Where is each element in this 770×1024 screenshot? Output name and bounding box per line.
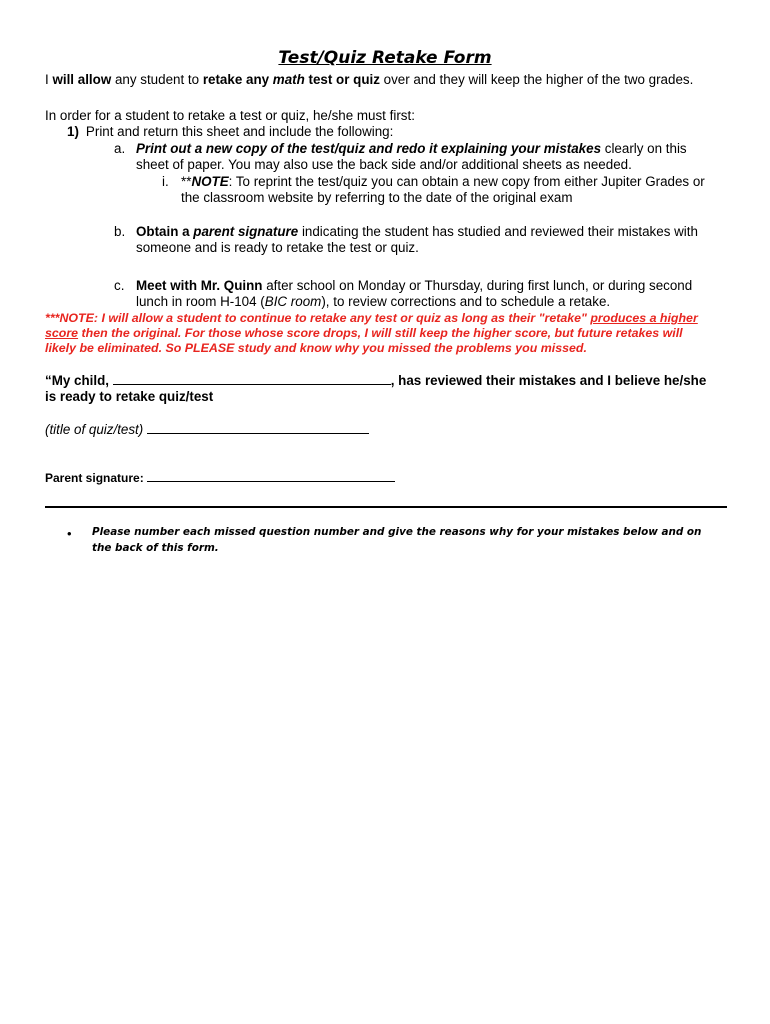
signature-label: Parent signature: [45,471,148,485]
sub-item-a-marker: a. [114,141,126,156]
sub-item-a-line1 [136,141,687,157]
red-note-line1 [45,310,698,326]
item-text: Print and return this sheet and include the following: [85,124,394,139]
sub-sub-item-i-line2: the classroom website by referring to the date of the original exam [181,190,573,205]
sub-item-b-emphasis-italic: parent signature [193,224,299,239]
sub-item-a-line2: sheet of paper. You may also use the back side and/or additional sheets as needed. [136,157,632,172]
sub-item-b-line2: someone and is ready to retake the test or quiz. [136,240,419,255]
room-name: BIC room [264,294,322,309]
note-label: NOTE [191,174,229,189]
sub-item-c-emphasis: Meet with Mr. Quinn [136,278,263,293]
sub-item-c-text: after school on Monday or Thursday, during first lunch, or during second [262,278,693,293]
sub-item-a-emphasis: Print out a new copy of the test/quiz and redo it explaining your mistakes [136,141,602,156]
sub-item-c-line1 [136,278,692,294]
note-prefix: ** [181,174,192,189]
form-title: Test/Quiz Retake Form [278,48,492,68]
intro-text: any student to [111,72,203,87]
bullet-icon: • [67,526,72,541]
red-note-text: ***NOTE: I will allow a student to continue to retake any test or quiz as long as their "retake" [45,311,591,325]
sub-sub-item-i-marker: i. [162,174,169,189]
intro-bold: will allow [52,72,112,87]
intro-paragraph [45,72,693,88]
section-divider [45,506,727,508]
red-note-underlined: produces a higher [590,311,698,325]
red-note-line2 [45,325,683,341]
intro-text: I [45,72,53,87]
intro-bold-italic: math [272,72,305,87]
requirements-lead: In order for a student to retake a test or quiz, he/she must first: [45,108,415,123]
signature-row [45,470,395,486]
red-note-underlined: score [45,326,79,340]
quiz-title-row [45,422,369,438]
instruction-footnote: Please number each missed question number and give the reasons why for your mistakes below and on the back of this form. [92,526,702,554]
quiz-title-field[interactable] [147,423,369,434]
sub-item-c-marker: c. [114,278,125,293]
red-note-line3: likely be eliminated. So PLEASE study and know why you missed the problems you missed. [45,341,587,355]
sub-item-b-marker: b. [114,224,126,239]
sub-item-a-text: clearly on this [601,141,687,156]
sub-item-b-emphasis: Obtain a [136,224,194,239]
intro-bold: retake any [202,72,273,87]
sub-item-b-line1 [136,224,698,240]
statement-text: , has reviewed their mistakes and I believe he/she [390,373,707,388]
statement-text: “My child, [45,373,113,388]
parent-statement-line2: is ready to retake quiz/test [45,389,214,404]
intro-bold: test or quiz [304,72,380,87]
parent-statement-line1 [45,373,706,389]
note-text: : To reprint the test/quiz you can obtain a new copy from either Jupiter Grades or [228,174,705,189]
red-note-text: then the original. For those whose score drops, I will still keep the higher score, but future retakes will [78,326,683,340]
parent-signature-field[interactable] [147,471,395,482]
sub-item-b-text: indicating the student has studied and reviewed their mistakes with [298,224,698,239]
sub-sub-item-i-line1 [181,174,705,190]
sub-item-c-text: lunch in room H-104 ( [136,294,265,309]
item-number: 1) [67,124,79,139]
requirement-item-1 [67,124,393,140]
child-name-field[interactable] [113,374,391,385]
sub-item-c-line2 [136,294,610,310]
quiz-title-label: (title of quiz/test) [45,422,147,437]
sub-item-c-text: ), to review corrections and to schedule a retake. [321,294,611,309]
intro-text: over and they will keep the higher of the two grades. [379,72,694,87]
